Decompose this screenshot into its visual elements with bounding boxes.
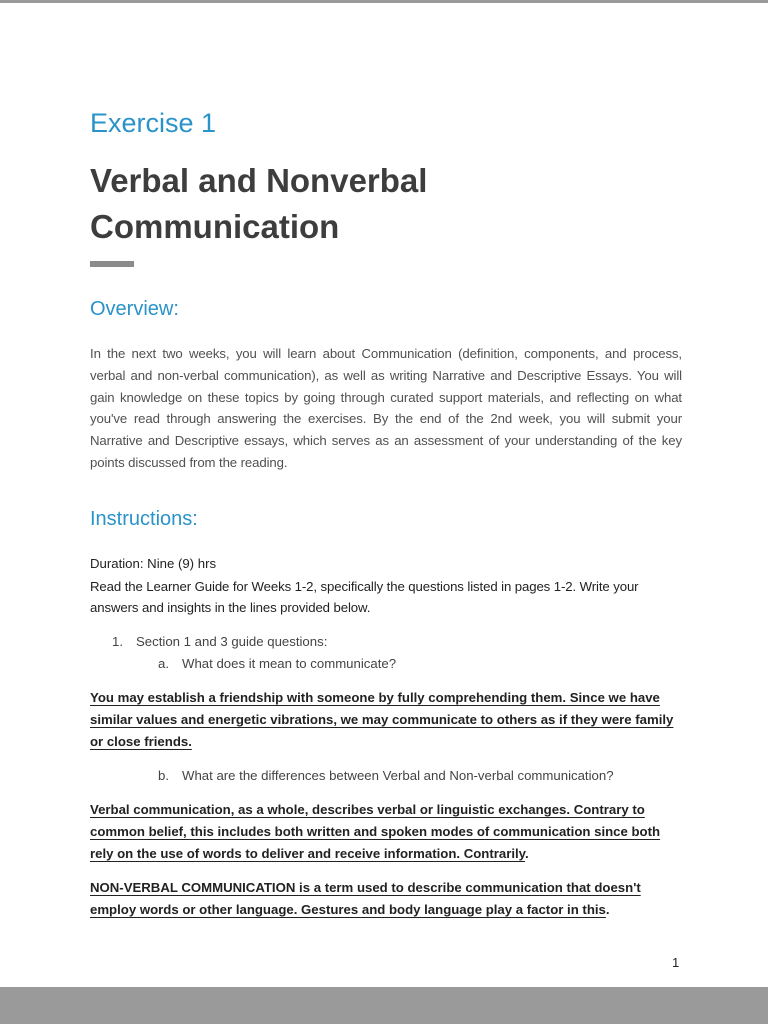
sub-question-b <box>158 768 614 783</box>
answer-b <box>90 799 660 865</box>
answer-line: Verbal communication, as a whole, describes verbal or linguistic exchanges. Contrary to <box>90 802 645 817</box>
sub-question-text: What are the differences between Verbal and Non-verbal communication? <box>182 768 614 783</box>
page-number: 1 <box>672 955 680 970</box>
overview-heading: Overview: <box>90 298 179 320</box>
sub-question-a <box>158 656 396 671</box>
duration-text: Duration: Nine (9) hrs <box>90 556 217 571</box>
top-border <box>0 0 768 3</box>
sub-question-text: What does it mean to communicate? <box>182 656 397 671</box>
title-line-1: Verbal and Nonverbal <box>90 162 428 199</box>
answer-line: NON-VERBAL COMMUNICATION is a term used to describe communication that doesn't <box>90 880 641 895</box>
instructions-heading: Instructions: <box>90 508 198 530</box>
sub-question-letter: b. <box>158 768 169 783</box>
read-guide-text: Read the Learner Guide for Weeks 1-2, specifically the questions listed in pages 1-2. Write your answers and insights in the lines provided below. <box>90 579 639 615</box>
title-divider <box>90 261 134 267</box>
list-item-text: Section 1 and 3 guide questions: <box>136 634 328 649</box>
list-item-number: 1. <box>112 634 123 649</box>
answer-line: or close friends. <box>90 734 192 749</box>
answer-line: common belief, this includes both written and spoken modes of communication since both <box>90 824 661 839</box>
answer-c <box>90 877 641 921</box>
answer-line: similar values and energetic vibrations, we may communicate to others as if they were family <box>90 712 674 727</box>
sub-question-letter: a. <box>158 656 169 671</box>
list-item-1 <box>112 634 327 649</box>
title-line-2: Communication <box>90 208 340 245</box>
page-title <box>90 158 610 250</box>
answer-line: rely on the use of words to deliver and receive information. Contrarily. <box>90 846 529 861</box>
exercise-label: Exercise 1 <box>90 108 217 138</box>
bottom-band <box>0 987 768 1024</box>
overview-paragraph: In the next two weeks, you will learn about Communication (definition, components, and process, verbal and non-verbal communication), as well as writing Narrative and Descriptive Essays. You will gain knowledge on these topics by going through curated support materials, and reflecting on what you've read through answering the exercises. By the end of the 2nd week, you will submit your Narrative and Descriptive essays, which serves as an assessment of your understanding of the key points discussed from the reading. <box>90 346 682 470</box>
answer-line: employ words or other language. Gestures and body language play a factor in this. <box>90 902 610 917</box>
answer-a <box>90 687 673 753</box>
answer-line: You may establish a friendship with someone by fully comprehending them. Since we have <box>90 690 660 705</box>
